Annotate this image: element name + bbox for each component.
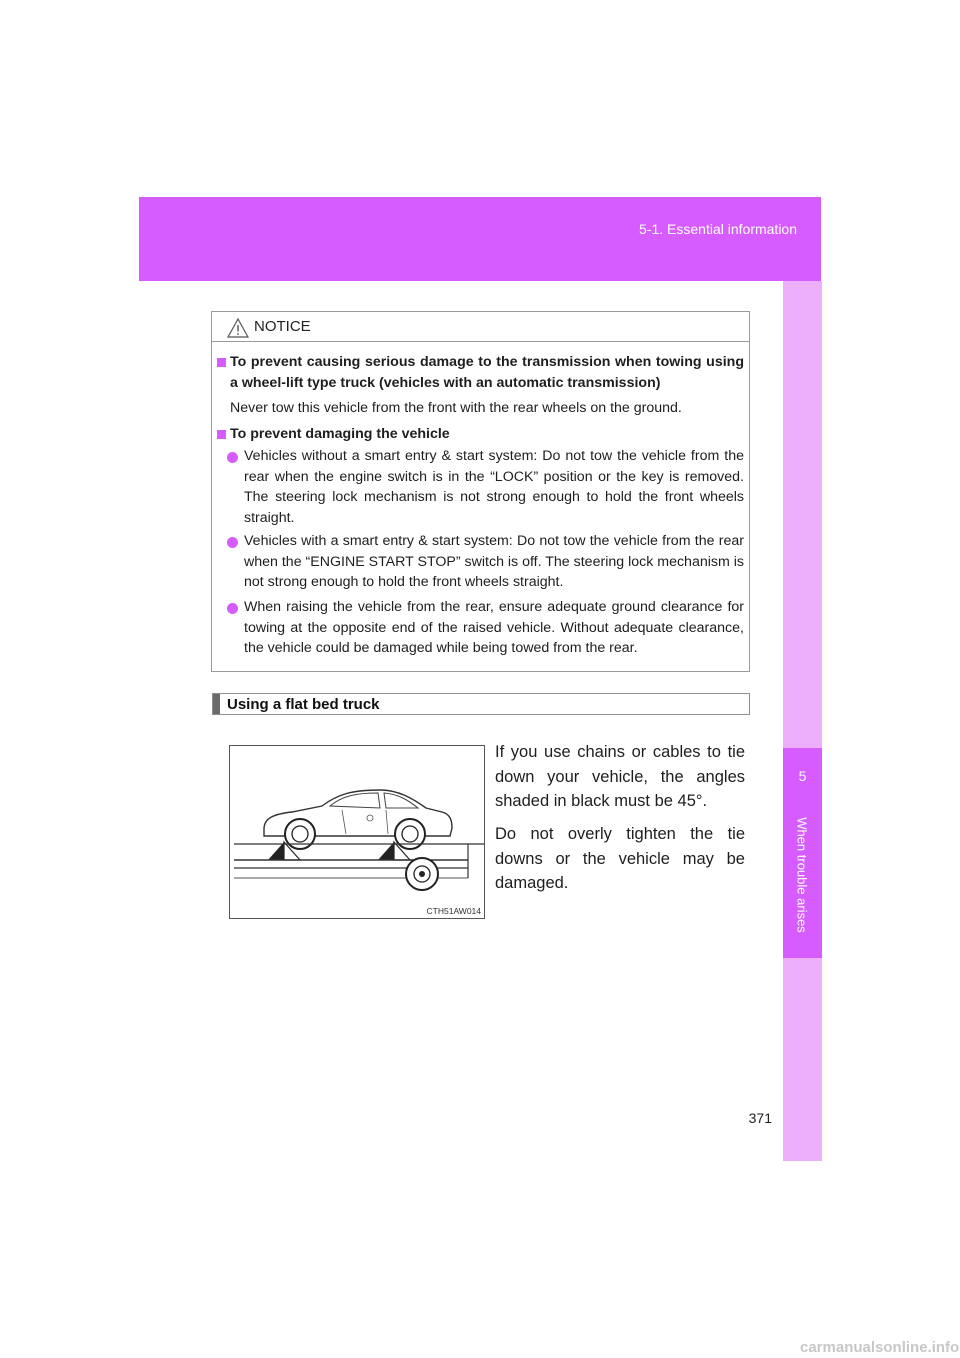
notice-text-transmission: Never tow this vehicle from the front with the rear wheels on the ground.: [230, 400, 682, 416]
notice-box: [211, 311, 750, 672]
section-heading-bar: [212, 693, 750, 715]
round-bullet-icon: [227, 452, 238, 463]
notice-bullet-2: Vehicles with a smart entry & start system: Do not tow the vehicle from the rear when the “ENGINE START STOP” switch is off. The steering lock mechanism is not strong enough to hold the front wheels straight.: [244, 533, 744, 590]
section-title: Using a flat bed truck: [227, 696, 380, 713]
header-band: [139, 197, 821, 281]
round-bullet-icon: [227, 537, 238, 548]
chapter-title: [792, 795, 812, 955]
flatbed-figure: [229, 745, 485, 919]
notice-title: NOTICE: [254, 318, 311, 335]
notice-heading-transmission: To prevent causing serious damage to the transmission when towing using a wheel-lift type truck (vehicles with an automatic transmission): [230, 354, 744, 391]
notice-heading-damage: To prevent damaging the vehicle: [230, 426, 450, 442]
notice-bullet-1: Vehicles without a smart entry & start system: Do not tow the vehicle from the rear when the engine switch is in the “LOCK” position or the key is removed. The steering lock mechanism is not strong enough to hold the front wheels straight.: [244, 448, 744, 526]
paragraph-tie-down-angle: If you use chains or cables to tie down your vehicle, the angles shaded in black must be 45°.: [495, 743, 745, 810]
section-bar-accent: [213, 694, 220, 714]
paragraph-overtighten-warning: Do not overly tighten the tie downs or the vehicle may be damaged.: [495, 825, 745, 892]
chapter-title-text: When trouble arises: [794, 817, 810, 933]
section-breadcrumb: 5-1. Essential information: [639, 221, 797, 237]
square-bullet-icon: [217, 358, 226, 367]
notice-header: [212, 312, 749, 342]
car-on-flatbed-illustration: [230, 746, 484, 918]
square-bullet-icon: [217, 430, 226, 439]
notice-bullet-3: When raising the vehicle from the rear, ensure adequate ground clearance for towing at the opposite end of the raised vehicle. Without adequate clearance, the vehicle could be damaged while being towed from the rear.: [244, 599, 744, 656]
round-bullet-icon: [227, 603, 238, 614]
figure-code: CTH51AW014: [426, 906, 481, 916]
warning-triangle-icon: [227, 318, 249, 338]
watermark: carmanualsonline.info: [800, 1339, 960, 1356]
page-number: 371: [748, 1110, 772, 1126]
side-tab: [783, 281, 822, 1161]
chapter-number: 5: [798, 768, 807, 784]
